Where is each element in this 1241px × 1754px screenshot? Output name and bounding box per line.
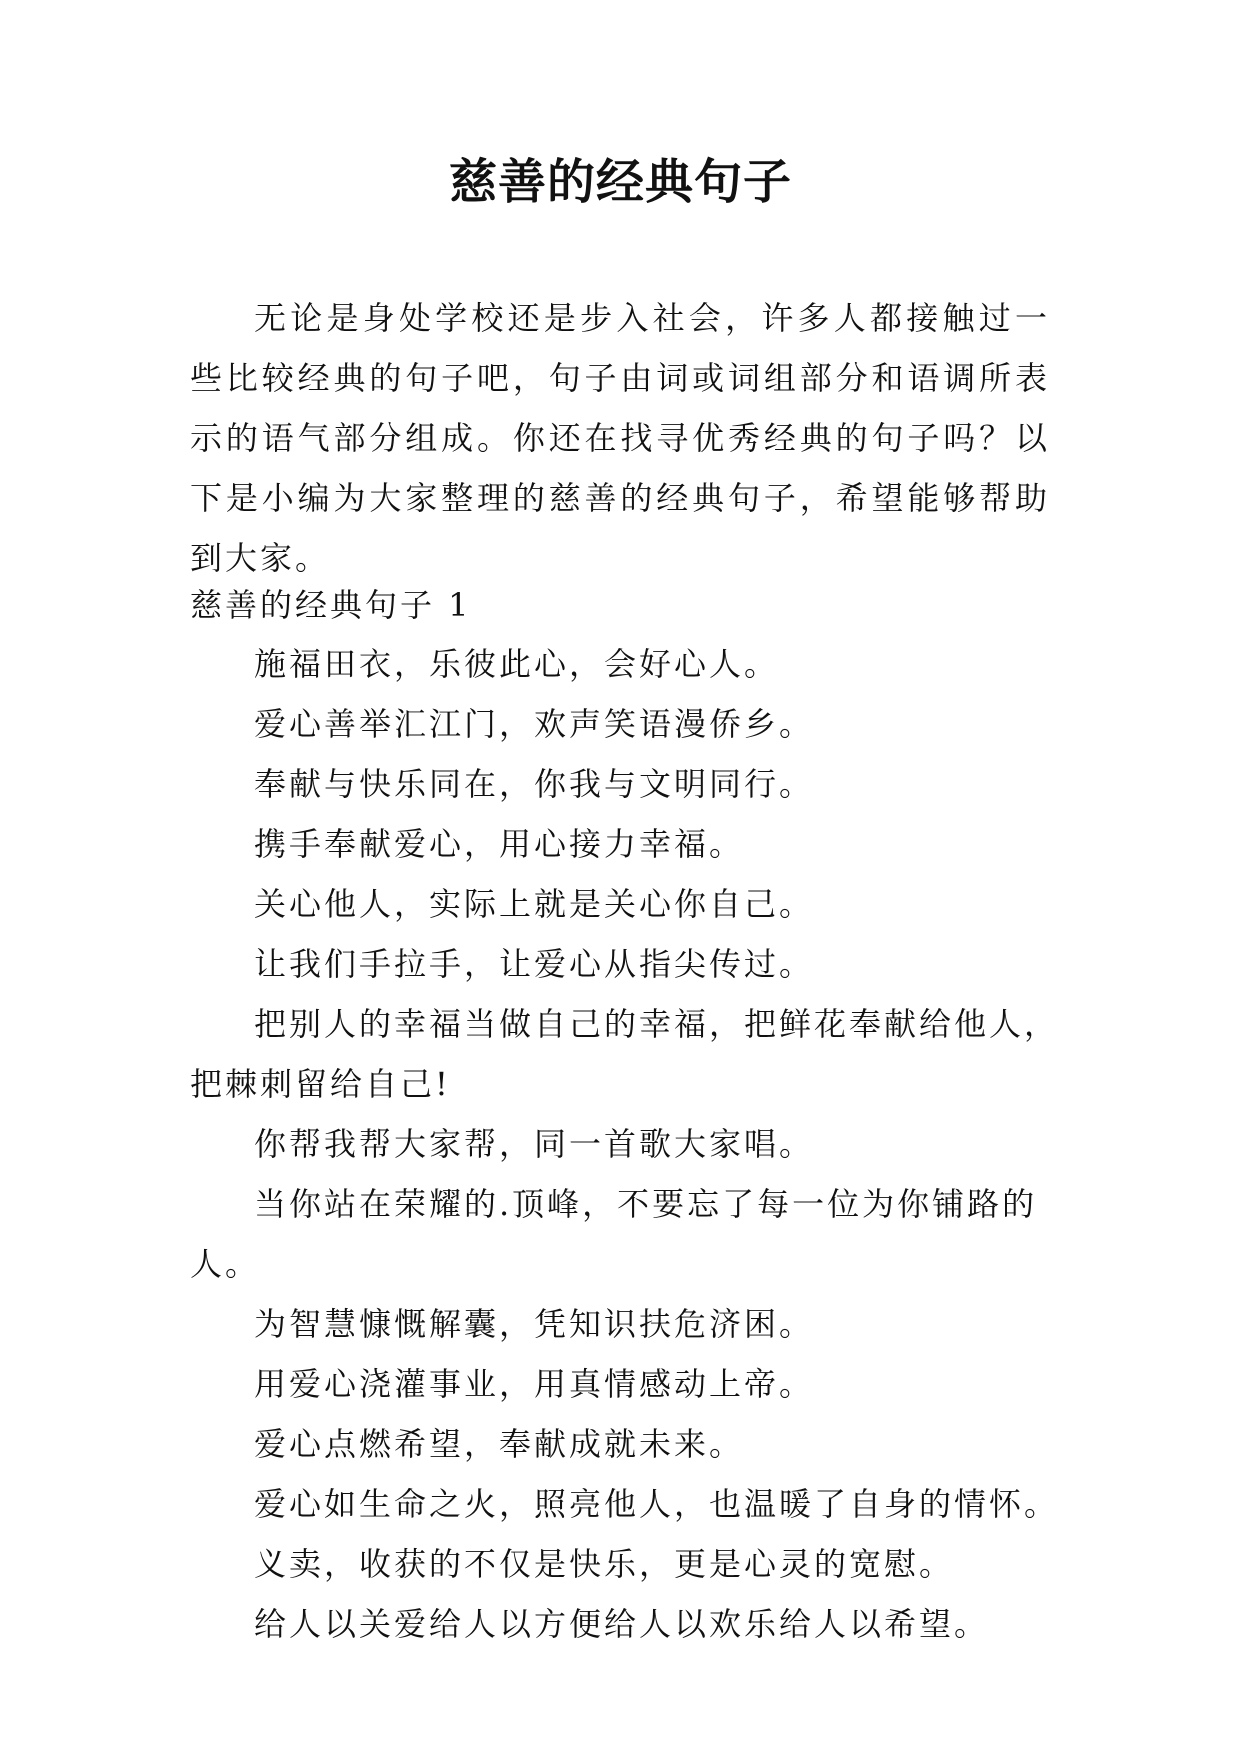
sentence-list bbox=[190, 634, 1060, 1654]
sentence-item: 把别人的幸福当做自己的幸福，把鲜花奉献给他人，把棘刺留给自己! bbox=[190, 1005, 1060, 1103]
sentence-item: 你帮我帮大家帮，同一首歌大家唱。 bbox=[254, 1125, 815, 1163]
sentence-item: 爱心善举汇江门，欢声笑语漫侨乡。 bbox=[254, 705, 815, 743]
sentence-item: 携手奉献爱心，用心接力幸福。 bbox=[254, 825, 745, 863]
intro-paragraph: 无论是身处学校还是步入社会，许多人都接触过一些比较经典的句子吧，句子由词或词组部分和语调所表示的语气部分组成。你还在找寻优秀经典的句子吗？以下是小编为大家整理的慈善的经典句子，希望能够帮助到大家。 bbox=[190, 299, 1050, 577]
sentence-item: 施福田衣，乐彼此心，会好心人。 bbox=[254, 645, 780, 683]
sentence-item: 当你站在荣耀的.顶峰，不要忘了每一位为你铺路的人。 bbox=[190, 1185, 1038, 1283]
sentence-item: 义卖，收获的不仅是快乐，更是心灵的宽慰。 bbox=[254, 1545, 955, 1583]
page-title: 慈善的经典句子 bbox=[448, 154, 792, 210]
section-heading: 慈善的经典句子 1 bbox=[190, 586, 472, 624]
sentence-item: 爱心如生命之火，照亮他人，也温暖了自身的情怀。 bbox=[254, 1485, 1060, 1523]
sentence-item: 让我们手拉手，让爱心从指尖传过。 bbox=[254, 945, 815, 983]
sentence-item: 爱心点燃希望，奉献成就未来。 bbox=[254, 1425, 745, 1463]
sentence-item: 用爱心浇灌事业，用真情感动上帝。 bbox=[254, 1365, 815, 1403]
sentence-item: 给人以关爱给人以方便给人以欢乐给人以希望。 bbox=[254, 1605, 990, 1643]
sentence-item: 为智慧慷慨解囊，凭知识扶危济困。 bbox=[254, 1305, 815, 1343]
sentence-item: 关心他人，实际上就是关心你自己。 bbox=[254, 885, 815, 923]
sentence-item: 奉献与快乐同在，你我与文明同行。 bbox=[254, 765, 815, 803]
